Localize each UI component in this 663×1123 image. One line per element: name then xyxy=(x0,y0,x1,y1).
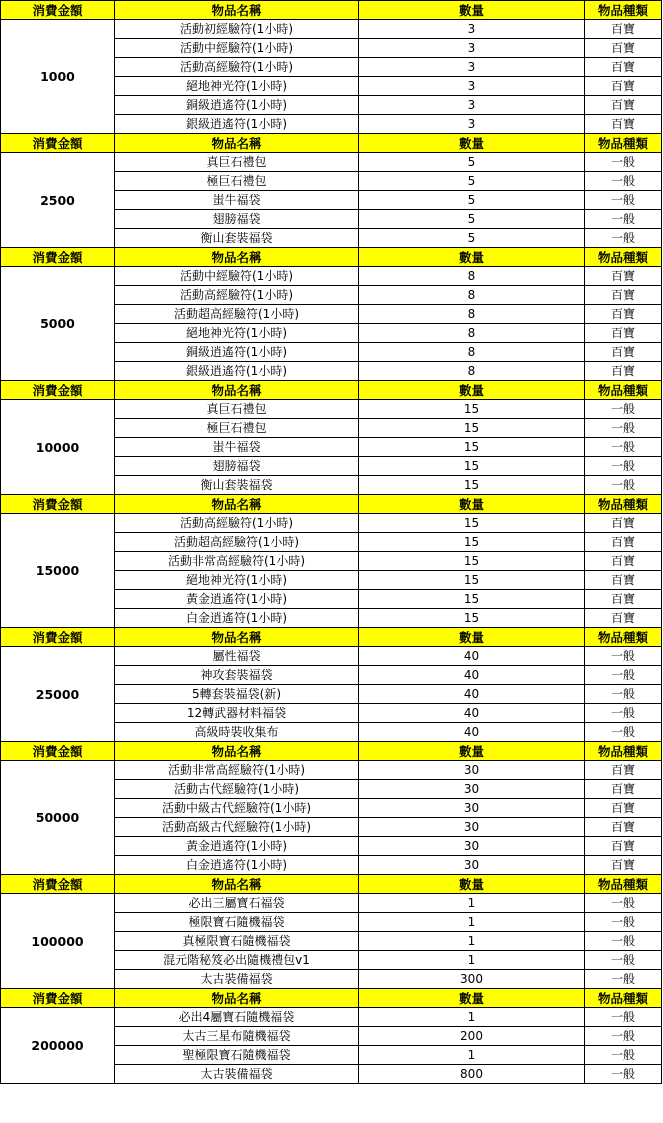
tier-header-row xyxy=(1,1,662,20)
item-quantity: 1 xyxy=(359,932,585,951)
header-quantity: 數量 xyxy=(359,248,585,267)
item-quantity: 300 xyxy=(359,970,585,989)
item-type: 一般 xyxy=(585,1008,662,1027)
item-name: 必出4屬寶石隨機福袋 xyxy=(115,1008,359,1027)
item-quantity: 5 xyxy=(359,191,585,210)
item-type: 一般 xyxy=(585,685,662,704)
item-type: 一般 xyxy=(585,172,662,191)
item-type: 一般 xyxy=(585,438,662,457)
item-name: 蚩牛福袋 xyxy=(115,438,359,457)
item-quantity: 15 xyxy=(359,476,585,495)
item-quantity: 5 xyxy=(359,210,585,229)
item-type: 一般 xyxy=(585,229,662,248)
table-row xyxy=(1,20,662,39)
item-name: 活動非常高經驗符(1小時) xyxy=(115,552,359,571)
item-name: 白金逍遙符(1小時) xyxy=(115,856,359,875)
item-name: 翅膀福袋 xyxy=(115,210,359,229)
item-quantity: 8 xyxy=(359,286,585,305)
item-name: 真巨石禮包 xyxy=(115,153,359,172)
tier-header-row xyxy=(1,134,662,153)
header-amount: 消費金額 xyxy=(1,134,115,153)
item-type: 百寶 xyxy=(585,571,662,590)
item-quantity: 1 xyxy=(359,913,585,932)
item-name: 聖極限寶石隨機福袋 xyxy=(115,1046,359,1065)
header-item-type: 物品種類 xyxy=(585,989,662,1008)
item-quantity: 30 xyxy=(359,837,585,856)
header-item-name: 物品名稱 xyxy=(115,742,359,761)
item-type: 百寶 xyxy=(585,818,662,837)
header-item-type: 物品種類 xyxy=(585,742,662,761)
item-type: 一般 xyxy=(585,457,662,476)
item-type: 一般 xyxy=(585,932,662,951)
header-item-type: 物品種類 xyxy=(585,875,662,894)
item-quantity: 15 xyxy=(359,571,585,590)
header-amount: 消費金額 xyxy=(1,1,115,20)
item-type: 百寶 xyxy=(585,590,662,609)
item-type: 百寶 xyxy=(585,39,662,58)
item-name: 太古三星布隨機福袋 xyxy=(115,1027,359,1046)
item-type: 百寶 xyxy=(585,609,662,628)
item-quantity: 15 xyxy=(359,552,585,571)
item-quantity: 3 xyxy=(359,115,585,134)
header-quantity: 數量 xyxy=(359,989,585,1008)
item-quantity: 8 xyxy=(359,305,585,324)
item-quantity: 1 xyxy=(359,894,585,913)
item-name: 屬性福袋 xyxy=(115,647,359,666)
header-quantity: 數量 xyxy=(359,628,585,647)
item-name: 活動古代經驗符(1小時) xyxy=(115,780,359,799)
item-type: 百寶 xyxy=(585,837,662,856)
item-type: 百寶 xyxy=(585,799,662,818)
item-name: 極巨石禮包 xyxy=(115,172,359,191)
header-item-name: 物品名稱 xyxy=(115,628,359,647)
table-row xyxy=(1,514,662,533)
reward-table-body xyxy=(1,1,662,1084)
table-row xyxy=(1,400,662,419)
header-item-name: 物品名稱 xyxy=(115,989,359,1008)
spend-amount: 2500 xyxy=(1,153,115,248)
item-name: 黃金逍遙符(1小時) xyxy=(115,590,359,609)
item-quantity: 30 xyxy=(359,818,585,837)
item-quantity: 15 xyxy=(359,438,585,457)
item-quantity: 15 xyxy=(359,457,585,476)
item-quantity: 800 xyxy=(359,1065,585,1084)
item-quantity: 30 xyxy=(359,856,585,875)
item-type: 一般 xyxy=(585,419,662,438)
item-quantity: 1 xyxy=(359,1008,585,1027)
item-name: 銅級逍遙符(1小時) xyxy=(115,343,359,362)
item-name: 活動非常高經驗符(1小時) xyxy=(115,761,359,780)
header-amount: 消費金額 xyxy=(1,742,115,761)
item-quantity: 3 xyxy=(359,20,585,39)
header-amount: 消費金額 xyxy=(1,628,115,647)
item-name: 銀級逍遙符(1小時) xyxy=(115,115,359,134)
item-type: 百寶 xyxy=(585,552,662,571)
item-type: 一般 xyxy=(585,1065,662,1084)
tier-header-row xyxy=(1,248,662,267)
item-type: 百寶 xyxy=(585,267,662,286)
item-name: 太古裝備福袋 xyxy=(115,970,359,989)
item-type: 百寶 xyxy=(585,115,662,134)
item-quantity: 8 xyxy=(359,343,585,362)
item-quantity: 15 xyxy=(359,419,585,438)
item-quantity: 3 xyxy=(359,58,585,77)
item-name: 銅級逍遙符(1小時) xyxy=(115,96,359,115)
item-type: 一般 xyxy=(585,476,662,495)
item-name: 活動超高經驗符(1小時) xyxy=(115,305,359,324)
table-row xyxy=(1,647,662,666)
item-quantity: 200 xyxy=(359,1027,585,1046)
item-quantity: 15 xyxy=(359,609,585,628)
item-name: 12轉武器材料福袋 xyxy=(115,704,359,723)
item-name: 極限寶石隨機福袋 xyxy=(115,913,359,932)
table-row xyxy=(1,894,662,913)
item-quantity: 40 xyxy=(359,704,585,723)
item-type: 百寶 xyxy=(585,514,662,533)
header-quantity: 數量 xyxy=(359,495,585,514)
item-name: 高級時裝收集布 xyxy=(115,723,359,742)
item-type: 百寶 xyxy=(585,856,662,875)
item-type: 百寶 xyxy=(585,286,662,305)
item-quantity: 1 xyxy=(359,1046,585,1065)
header-item-name: 物品名稱 xyxy=(115,875,359,894)
item-type: 百寶 xyxy=(585,343,662,362)
item-type: 一般 xyxy=(585,723,662,742)
spend-amount: 1000 xyxy=(1,20,115,134)
item-name: 活動初經驗符(1小時) xyxy=(115,20,359,39)
header-item-name: 物品名稱 xyxy=(115,248,359,267)
header-amount: 消費金額 xyxy=(1,381,115,400)
item-name: 神攻套裝福袋 xyxy=(115,666,359,685)
tier-header-row xyxy=(1,628,662,647)
item-name: 混元階秘笈必出隨機禮包v1 xyxy=(115,951,359,970)
header-item-name: 物品名稱 xyxy=(115,381,359,400)
item-name: 絕地神光符(1小時) xyxy=(115,571,359,590)
item-name: 活動中經驗符(1小時) xyxy=(115,267,359,286)
item-name: 5轉套裝福袋(新) xyxy=(115,685,359,704)
header-quantity: 數量 xyxy=(359,134,585,153)
item-quantity: 5 xyxy=(359,153,585,172)
item-name: 必出三屬寶石福袋 xyxy=(115,894,359,913)
item-quantity: 30 xyxy=(359,780,585,799)
header-amount: 消費金額 xyxy=(1,248,115,267)
item-name: 銀級逍遙符(1小時) xyxy=(115,362,359,381)
spend-amount: 5000 xyxy=(1,267,115,381)
item-type: 百寶 xyxy=(585,761,662,780)
item-name: 活動中級古代經驗符(1小時) xyxy=(115,799,359,818)
item-quantity: 30 xyxy=(359,799,585,818)
header-amount: 消費金額 xyxy=(1,495,115,514)
item-name: 真極限寶石隨機福袋 xyxy=(115,932,359,951)
table-row xyxy=(1,153,662,172)
item-type: 一般 xyxy=(585,1046,662,1065)
header-item-type: 物品種類 xyxy=(585,381,662,400)
table-row xyxy=(1,761,662,780)
item-quantity: 8 xyxy=(359,267,585,286)
spend-amount: 10000 xyxy=(1,400,115,495)
item-type: 百寶 xyxy=(585,305,662,324)
header-quantity: 數量 xyxy=(359,381,585,400)
tier-header-row xyxy=(1,495,662,514)
spend-amount: 100000 xyxy=(1,894,115,989)
item-name: 活動中經驗符(1小時) xyxy=(115,39,359,58)
header-amount: 消費金額 xyxy=(1,875,115,894)
item-name: 極巨石禮包 xyxy=(115,419,359,438)
item-name: 活動高級古代經驗符(1小時) xyxy=(115,818,359,837)
spend-amount: 25000 xyxy=(1,647,115,742)
item-type: 百寶 xyxy=(585,58,662,77)
item-name: 蚩牛福袋 xyxy=(115,191,359,210)
item-type: 一般 xyxy=(585,951,662,970)
item-quantity: 15 xyxy=(359,533,585,552)
item-name: 活動超高經驗符(1小時) xyxy=(115,533,359,552)
item-type: 一般 xyxy=(585,400,662,419)
item-name: 太古裝備福袋 xyxy=(115,1065,359,1084)
header-quantity: 數量 xyxy=(359,875,585,894)
header-item-name: 物品名稱 xyxy=(115,495,359,514)
item-quantity: 40 xyxy=(359,723,585,742)
item-quantity: 3 xyxy=(359,39,585,58)
item-type: 一般 xyxy=(585,153,662,172)
header-quantity: 數量 xyxy=(359,742,585,761)
item-quantity: 15 xyxy=(359,590,585,609)
item-quantity: 40 xyxy=(359,647,585,666)
item-type: 百寶 xyxy=(585,77,662,96)
header-amount: 消費金額 xyxy=(1,989,115,1008)
header-item-name: 物品名稱 xyxy=(115,1,359,20)
tier-header-row xyxy=(1,875,662,894)
table-row xyxy=(1,267,662,286)
table-row xyxy=(1,1008,662,1027)
item-name: 黃金逍遙符(1小時) xyxy=(115,837,359,856)
spend-amount: 50000 xyxy=(1,761,115,875)
header-item-type: 物品種類 xyxy=(585,1,662,20)
item-type: 百寶 xyxy=(585,533,662,552)
item-name: 活動高經驗符(1小時) xyxy=(115,58,359,77)
item-name: 衡山套裝福袋 xyxy=(115,229,359,248)
item-name: 絕地神光符(1小時) xyxy=(115,77,359,96)
item-type: 一般 xyxy=(585,191,662,210)
spend-amount: 200000 xyxy=(1,1008,115,1084)
item-type: 百寶 xyxy=(585,324,662,343)
item-type: 一般 xyxy=(585,970,662,989)
item-type: 一般 xyxy=(585,1027,662,1046)
item-quantity: 5 xyxy=(359,172,585,191)
item-type: 百寶 xyxy=(585,780,662,799)
item-quantity: 15 xyxy=(359,400,585,419)
tier-header-row xyxy=(1,381,662,400)
item-name: 衡山套裝福袋 xyxy=(115,476,359,495)
item-type: 一般 xyxy=(585,704,662,723)
header-quantity: 數量 xyxy=(359,1,585,20)
item-name: 絕地神光符(1小時) xyxy=(115,324,359,343)
tier-header-row xyxy=(1,742,662,761)
item-quantity: 5 xyxy=(359,229,585,248)
item-quantity: 15 xyxy=(359,514,585,533)
item-type: 一般 xyxy=(585,210,662,229)
header-item-type: 物品種類 xyxy=(585,628,662,647)
item-type: 百寶 xyxy=(585,20,662,39)
item-quantity: 8 xyxy=(359,324,585,343)
item-type: 百寶 xyxy=(585,362,662,381)
item-name: 真巨石禮包 xyxy=(115,400,359,419)
spend-amount: 15000 xyxy=(1,514,115,628)
header-item-name: 物品名稱 xyxy=(115,134,359,153)
item-type: 一般 xyxy=(585,666,662,685)
item-name: 翅膀福袋 xyxy=(115,457,359,476)
tier-header-row xyxy=(1,989,662,1008)
item-type: 一般 xyxy=(585,647,662,666)
item-quantity: 30 xyxy=(359,761,585,780)
item-quantity: 1 xyxy=(359,951,585,970)
item-name: 白金逍遙符(1小時) xyxy=(115,609,359,628)
header-item-type: 物品種類 xyxy=(585,134,662,153)
header-item-type: 物品種類 xyxy=(585,248,662,267)
item-name: 活動高經驗符(1小時) xyxy=(115,286,359,305)
item-quantity: 40 xyxy=(359,685,585,704)
item-name: 活動高經驗符(1小時) xyxy=(115,514,359,533)
item-type: 百寶 xyxy=(585,96,662,115)
item-type: 一般 xyxy=(585,894,662,913)
item-quantity: 40 xyxy=(359,666,585,685)
item-type: 一般 xyxy=(585,913,662,932)
item-quantity: 3 xyxy=(359,96,585,115)
item-quantity: 8 xyxy=(359,362,585,381)
item-quantity: 3 xyxy=(359,77,585,96)
header-item-type: 物品種類 xyxy=(585,495,662,514)
